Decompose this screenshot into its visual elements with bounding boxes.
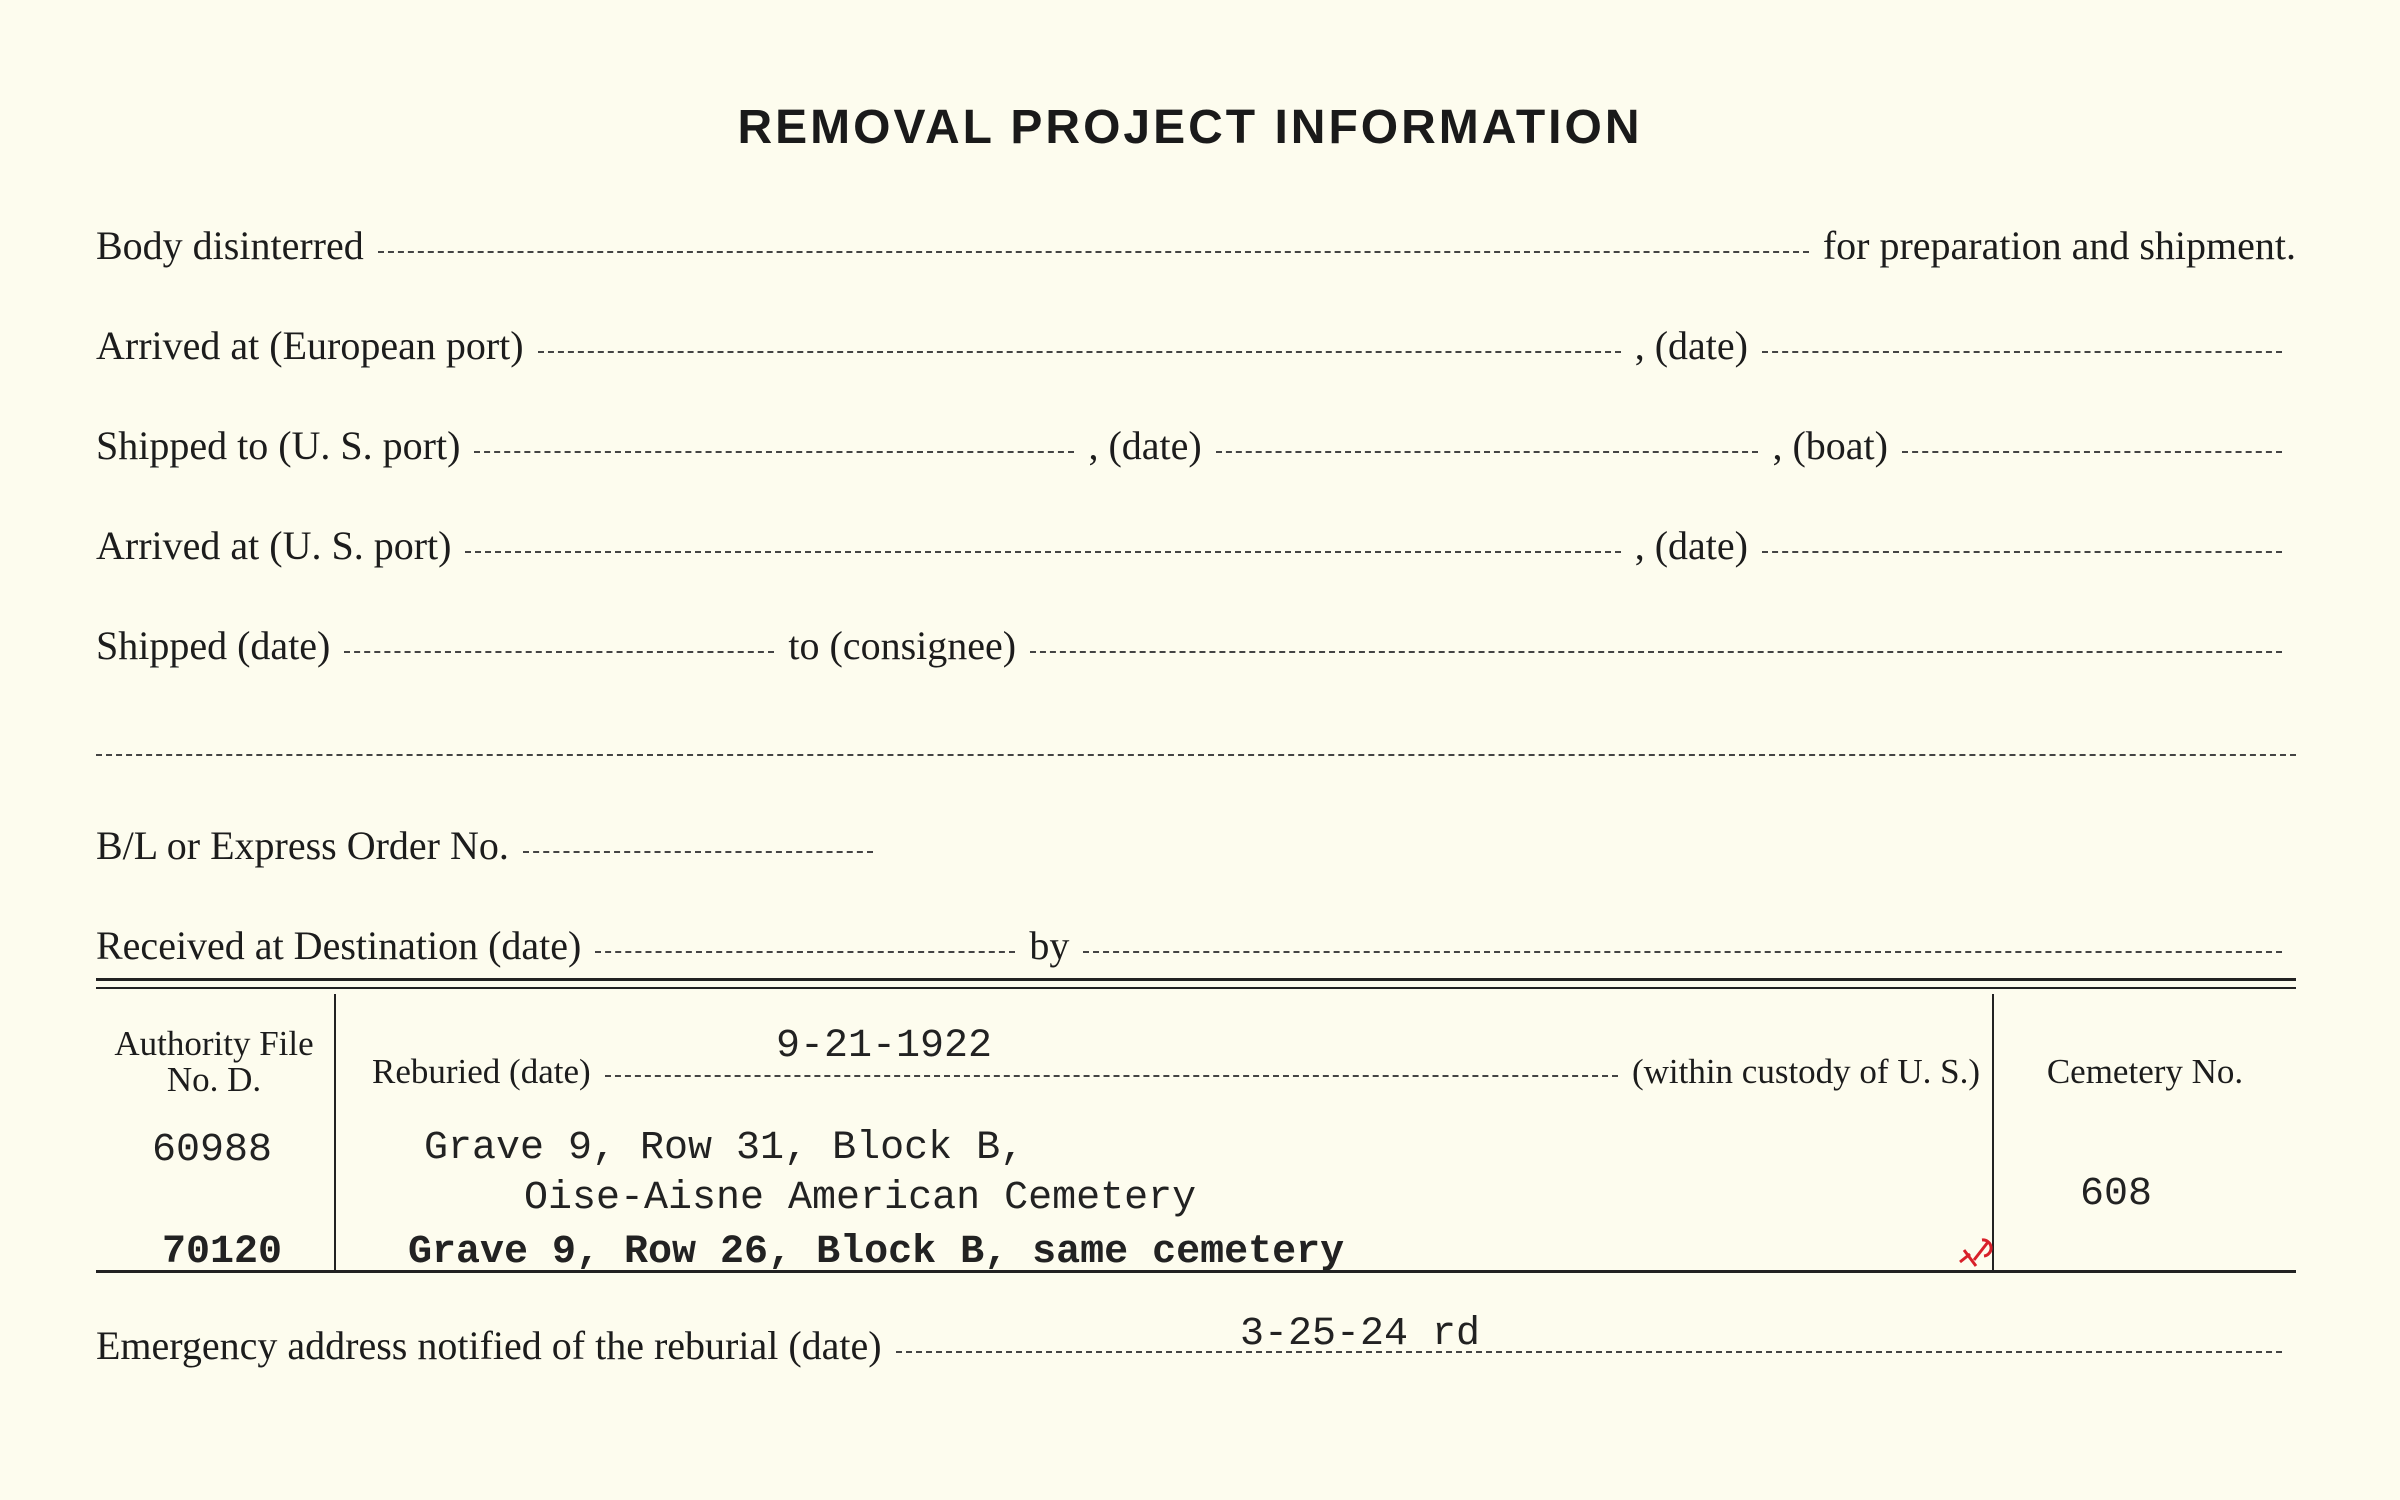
by-label: by [1029, 923, 1070, 968]
european-date-field[interactable] [1762, 351, 2282, 353]
red-check-mark [1956, 1232, 2006, 1272]
arrived-us-row [96, 522, 2296, 569]
received-label: Received at Destination (date) [96, 923, 582, 968]
emergency-label: Emergency address notified of the reburial (date) [96, 1323, 882, 1368]
shipped-us-row [96, 422, 2296, 469]
file-no-1: 60988 [152, 1128, 273, 1173]
section-divider [96, 978, 2296, 989]
file-no-2: 70120 [162, 1230, 283, 1275]
us-port-field[interactable] [474, 451, 1074, 453]
body-disinterred-field[interactable] [378, 251, 1809, 253]
date-label: , (date) [1634, 323, 1748, 368]
cemetery-no-header: Cemetery No. [2046, 1052, 2244, 1091]
authority-file-header: Authority File No. D. [114, 1024, 314, 1099]
column-divider-left [334, 994, 336, 1272]
cemetery-no-value: 608 [2080, 1172, 2153, 1217]
consignee-field[interactable] [1030, 651, 2282, 653]
date-label: , (date) [1088, 423, 1202, 468]
european-port-field[interactable] [538, 351, 1621, 353]
grave-line-3: Grave 9, Row 26, Block B, same cemetery [408, 1230, 1345, 1275]
shipped-date-value-field[interactable] [344, 651, 774, 653]
date-label: , (date) [1634, 523, 1748, 568]
bottom-rule [96, 1270, 2296, 1273]
arrived-us-port-field[interactable] [465, 551, 1620, 553]
custody-label: (within custody of U. S.) [1631, 1052, 1980, 1091]
reburied-date-field[interactable] [605, 1075, 1618, 1077]
shipped-us-label: Shipped to (U. S. port) [96, 423, 461, 468]
arrived-us-label: Arrived at (U. S. port) [96, 523, 452, 568]
body-disinterred-row [96, 222, 2296, 269]
received-date-field[interactable] [595, 951, 1015, 953]
body-disinterred-label: Body disinterred [96, 223, 364, 268]
consignee-continuation-line[interactable] [96, 754, 2296, 756]
emergency-row [96, 1322, 2296, 1369]
column-divider-right [1992, 994, 1994, 1272]
reburied-date-value: 9-21-1922 [776, 1024, 993, 1069]
arrived-us-date-field[interactable] [1762, 551, 2282, 553]
reburied-label: Reburied (date) [372, 1052, 591, 1091]
received-row [96, 922, 2296, 969]
card-title: REMOVAL PROJECT INFORMATION [737, 101, 1643, 154]
reburied-row [372, 1052, 1980, 1092]
arrived-european-row [96, 322, 2296, 369]
received-by-field[interactable] [1083, 951, 2282, 953]
boat-field[interactable] [1902, 451, 2282, 453]
grave-line-1: Grave 9, Row 31, Block B, [424, 1126, 1025, 1171]
shipped-date-field[interactable] [1216, 451, 1759, 453]
bl-row [96, 822, 887, 869]
preparation-shipment-label: for preparation and shipment. [1822, 223, 2296, 268]
bl-field[interactable] [523, 851, 873, 853]
shipped-date-label: Shipped (date) [96, 623, 331, 668]
consignee-label: to (consignee) [788, 623, 1017, 668]
boat-label: , (boat) [1772, 423, 1888, 468]
emergency-date-field[interactable] [896, 1351, 2282, 1353]
shipped-consignee-row [96, 622, 2296, 669]
arrived-european-label: Arrived at (European port) [96, 323, 524, 368]
emergency-date-value: 3-25-24 rd [1240, 1312, 1481, 1357]
bl-label: B/L or Express Order No. [96, 823, 509, 868]
grave-line-2: Oise-Aisne American Cemetery [524, 1176, 1197, 1221]
